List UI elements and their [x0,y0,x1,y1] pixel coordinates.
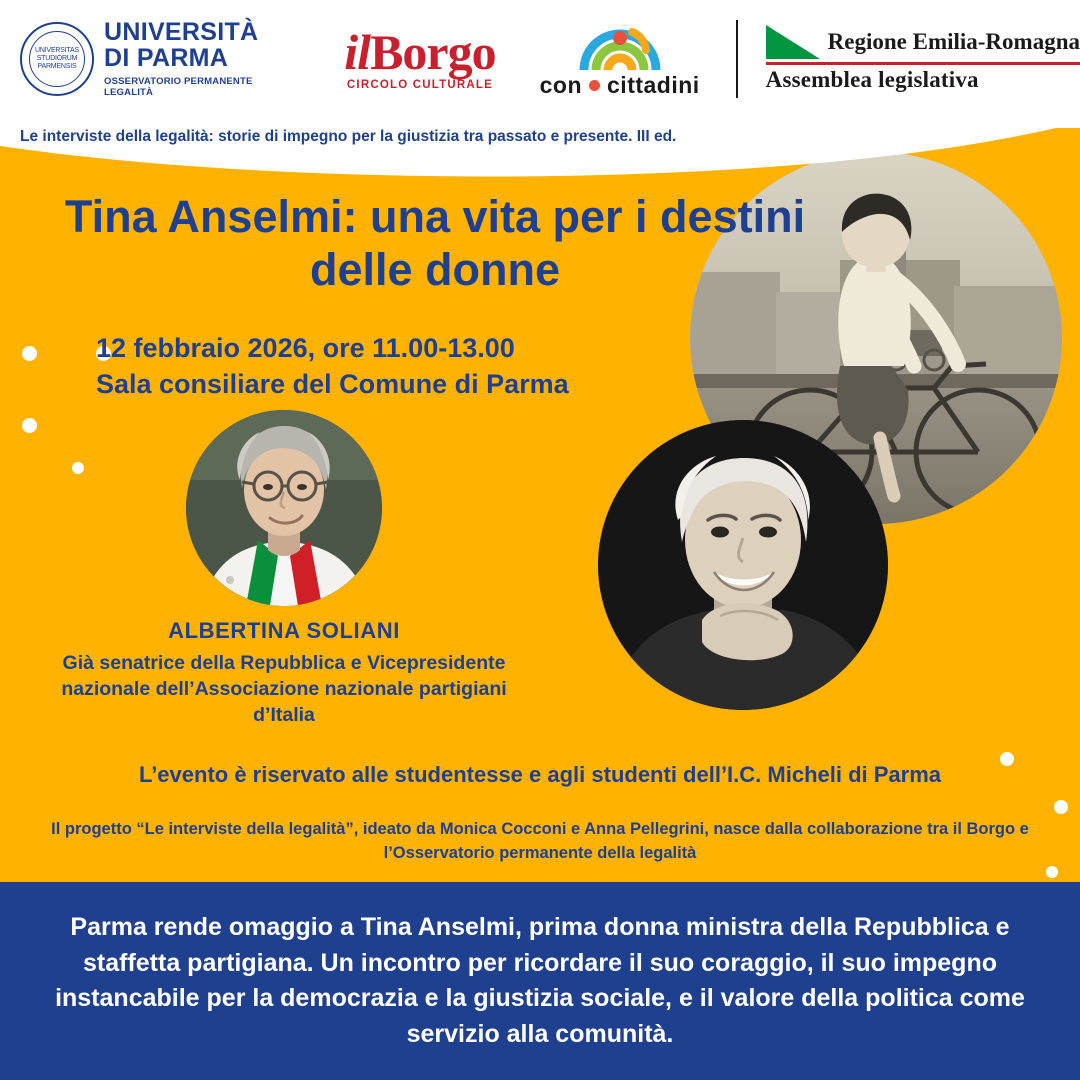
speaker-name: ALBERTINA SOLIANI [168,618,400,643]
speaker-role: Già senatrice della Repubblica e Vicepresidente nazionale dell’Associazione nazionale partigiani d’Italia [61,652,507,726]
regione-flag-icon [766,25,820,59]
audience-notice: L’evento è riservato alle studentesse e agli studenti dell’I.C. Micheli di Parma [138,762,942,787]
assemblea-legislativa-label: Assemblea legislativa [765,67,979,93]
concittadini-word-con: con [539,71,583,98]
concittadini-dot-icon [589,80,600,91]
regione-red-rule [766,62,1080,66]
speaker-block [34,618,534,729]
decor-dot [22,418,37,433]
logo-concittadini [540,20,700,99]
logo-divider [736,20,738,98]
event-date: 12 febbraio 2026, ore 11.00-13.00 [96,333,515,363]
universita-name-line2: DI PARMA [104,44,229,73]
event-venue: Sala consiliare del Comune di Parma [96,369,569,400]
logo-universita-di-parma [20,20,298,97]
decor-dot [1054,800,1068,814]
footer-description: Parma rende omaggio a Tina Anselmi, prima donna ministra della Repubblica e staffetta partigiana. Un incontro per ricordare il suo coraggio, il suo impegno instancabile per la democrazia e la giustizia sociale, e il valore della politica come servizio alla comunità. [55,913,1025,1048]
regione-name: Regione Emilia-Romagna [827,28,1080,54]
logo-regione-emilia-romagna [766,25,1080,94]
universita-seal-text: UNIVERSITAS STUDIORUM PARMENSIS [35,47,79,70]
logo-row [0,0,1080,118]
concittadini-word-cittadini: cittadini [607,71,700,98]
universita-seal-icon [20,22,94,96]
project-credits: Il progetto “Le interviste della legalità”, ideato da Monica Cocconi e Anna Pellegrini, nasce dalla collaborazione tra il Borgo e l’Osservatorio permanente della legalità [51,820,1029,862]
decor-dot [1046,866,1058,878]
series-subtitle: Le intervistе della legalità: storie di impegno per la giustizia tra passato e presente. III ed. [20,128,677,145]
decor-dot [72,462,84,474]
photo-tina-anselmi [598,420,888,710]
decor-dot [22,346,37,361]
universita-name-line1: UNIVERSITÀ [104,18,259,47]
borgo-word-il: il [344,24,371,80]
footer-band [0,882,1080,1080]
concittadini-arc-icon [574,20,666,70]
page-title: Tina Anselmi: una vita per i destini delle donne [64,191,806,296]
event-when-where [96,330,569,403]
borgo-subtitle: CIRCOLO CULTURALE [346,79,493,91]
logo-il-borgo [344,24,496,91]
photo-albertina-soliani [186,410,382,606]
borgo-word-borgo: Borgo [370,24,496,80]
osservatorio-label: OSSERVATORIO PERMANENTE LEGALITÀ [104,75,253,98]
